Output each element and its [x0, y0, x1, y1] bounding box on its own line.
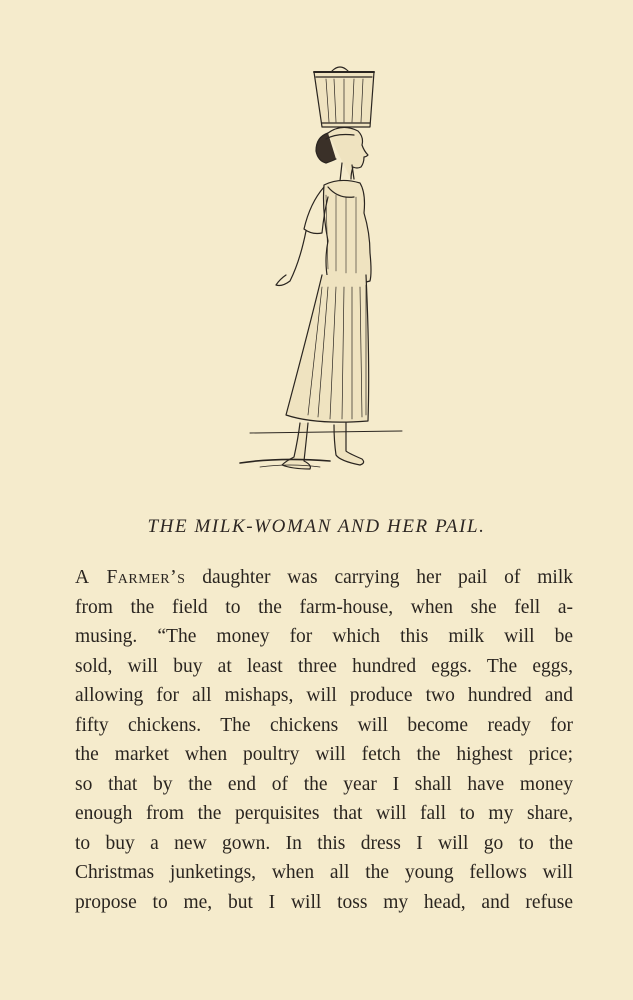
- text-line: so that by the end of the year I shall have money: [75, 773, 573, 795]
- fable-text: [75, 563, 573, 917]
- illustration-caption: THE MILK-WOMAN AND HER PAIL.: [147, 516, 486, 537]
- text-line: enough from the perquisites that will fall to my share,: [75, 803, 573, 824]
- text-line: fifty chickens. The chickens will become ready for: [75, 714, 573, 736]
- lead-smallcaps: Farmer’s: [106, 567, 186, 588]
- text-line: from the field to the farm-house, when she fell a-: [75, 596, 573, 618]
- text-line: Christmas junketings, when all the young fellows will: [75, 862, 573, 883]
- text-line: propose to me, but I will toss my head, and refuse: [75, 891, 573, 913]
- text-line: musing. “The money for which this milk will be: [75, 626, 573, 647]
- milkmaid-illustration: [230, 55, 430, 475]
- text-line: to buy a new gown. In this dress I will go to the: [75, 832, 573, 854]
- text-line: sold, will buy at least three hundred eggs. The eggs,: [75, 655, 573, 677]
- text-line: the market when poultry will fetch the highest price;: [75, 744, 573, 765]
- first-line-rest: daughter was carrying her pail of milk: [202, 567, 574, 588]
- text-line: allowing for all mishaps, will produce two hundred and: [75, 685, 573, 706]
- text-line-1: [75, 563, 573, 593]
- lead-word: A: [75, 567, 90, 588]
